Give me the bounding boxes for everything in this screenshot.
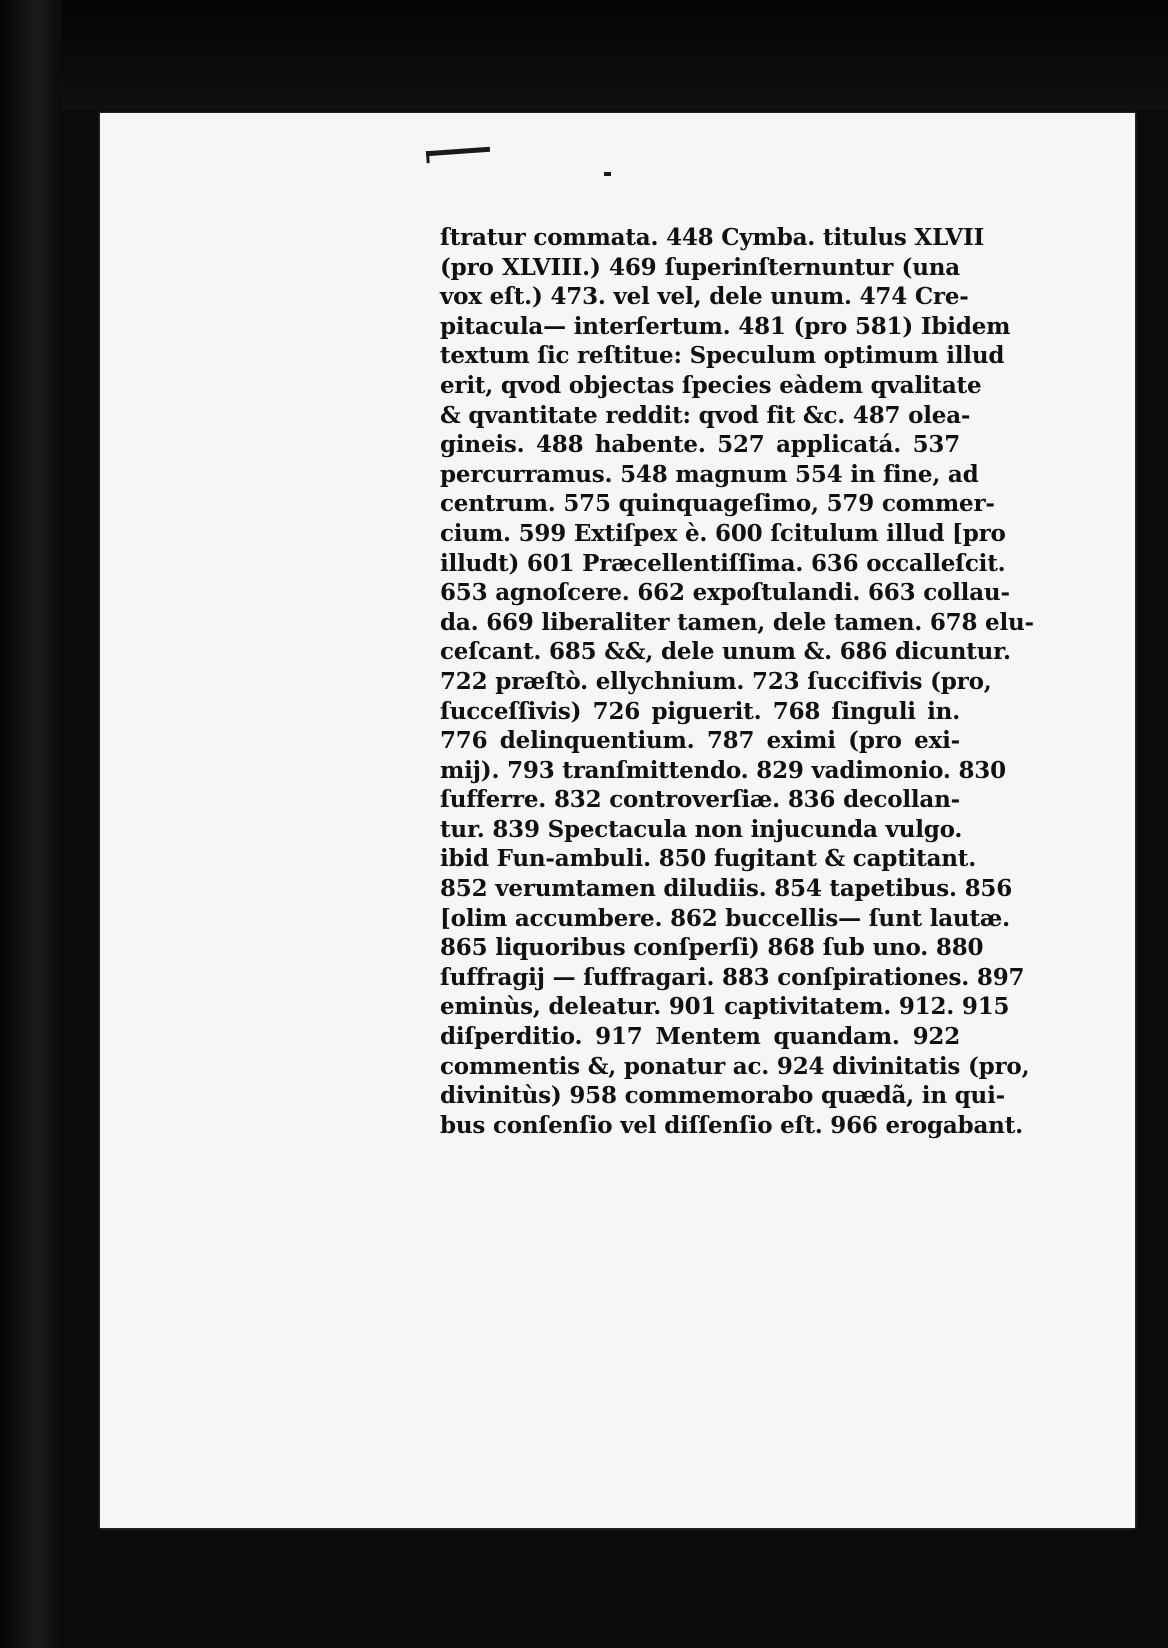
text-line: ſuffragij — ſuffragari. 883 conſpirationes. 897 bbox=[440, 963, 1025, 991]
text-line: ſtratur commata. 448 Cymba. titulus XLVII bbox=[440, 224, 985, 251]
text-line: pitacula— interſertum. 481 (pro 581) Ibidem bbox=[440, 312, 1011, 340]
text-line: centrum. 575 quinquageſimo, 579 commer- bbox=[440, 490, 995, 518]
text-line: 722 præſtò. ellychnium. 723 ſuccifivis (pro, bbox=[440, 667, 992, 695]
text-line: divinitùs) 958 commemorabo quædã, in qui- bbox=[440, 1082, 1005, 1110]
text-line: textum ſic reſtitue: Speculum optimum illud bbox=[440, 342, 1005, 370]
text-line: vox eſt.) 473. vel vel, dele unum. 474 Cre- bbox=[440, 283, 969, 311]
text-line: ſufferre. 832 controverſiæ. 836 decollan- bbox=[440, 786, 960, 814]
text-line: erit, qvod objectas ſpecies eàdem qvalitate bbox=[440, 371, 982, 399]
text-line: tur. 839 Spectacula non injucunda vulgo. bbox=[440, 815, 963, 843]
text-line: commentis &, ponatur ac. 924 divinitatis (pro, bbox=[440, 1052, 1030, 1080]
text-line: gineis. 488 habente. 527 applicatá. 537 bbox=[440, 431, 960, 459]
film-border-top bbox=[0, 0, 1168, 110]
text-line: ibid Fun-ambuli. 850 fugitant & captitant. bbox=[440, 845, 977, 873]
text-line: 653 agnoſcere. 662 expoſtulandi. 663 collau- bbox=[440, 579, 1010, 607]
text-line: illudt) 601 Præcellentiſſima. 636 occalleſcit. bbox=[440, 549, 1006, 577]
text-line: bus conſenſio vel diſſenſio eſt. 966 erogabant. bbox=[440, 1111, 1023, 1139]
text-line: ſucceſſivis) 726 piguerit. 768 ſinguli in. bbox=[440, 697, 960, 725]
text-line: da. 669 liberaliter tamen, dele tamen. 678 elu- bbox=[440, 608, 1034, 636]
text-line: percurramus. 548 magnum 554 in fine, ad bbox=[440, 460, 979, 488]
printer-rule-mark bbox=[426, 147, 490, 156]
errata-text-block bbox=[440, 223, 1034, 1140]
text-line: cium. 599 Extiſpex è. 600 ſcitulum illud [pro bbox=[440, 519, 1006, 547]
text-line: 852 verumtamen diludiis. 854 tapetibus. 856 bbox=[440, 875, 1013, 903]
scanned-page bbox=[100, 113, 1135, 1528]
text-line: eminùs, deleatur. 901 captivitatem. 912. 915 bbox=[440, 993, 1010, 1021]
text-line: ceſcant. 685 &&, dele unum &. 686 dicuntur. bbox=[440, 638, 1011, 666]
ink-dot-mark bbox=[604, 172, 611, 176]
text-line: & qvantitate reddit: qvod fit &c. 487 olea- bbox=[440, 401, 971, 429]
text-line: mij). 793 tranſmittendo. 829 vadimonio. 830 bbox=[440, 756, 1006, 784]
film-border-left bbox=[0, 0, 62, 1648]
text-line: diſperditio. 917 Mentem quandam. 922 bbox=[440, 1023, 960, 1051]
text-line: 865 liquoribus conſperſi) 868 ſub uno. 880 bbox=[440, 934, 984, 962]
text-line: [olim accumbere. 862 buccellis— ſunt lautæ. bbox=[440, 904, 1010, 932]
text-line: (pro XLVIII.) 469 ſuperinſternuntur (una bbox=[440, 253, 960, 281]
text-line: 776 delinquentium. 787 eximi (pro exi- bbox=[440, 727, 960, 755]
